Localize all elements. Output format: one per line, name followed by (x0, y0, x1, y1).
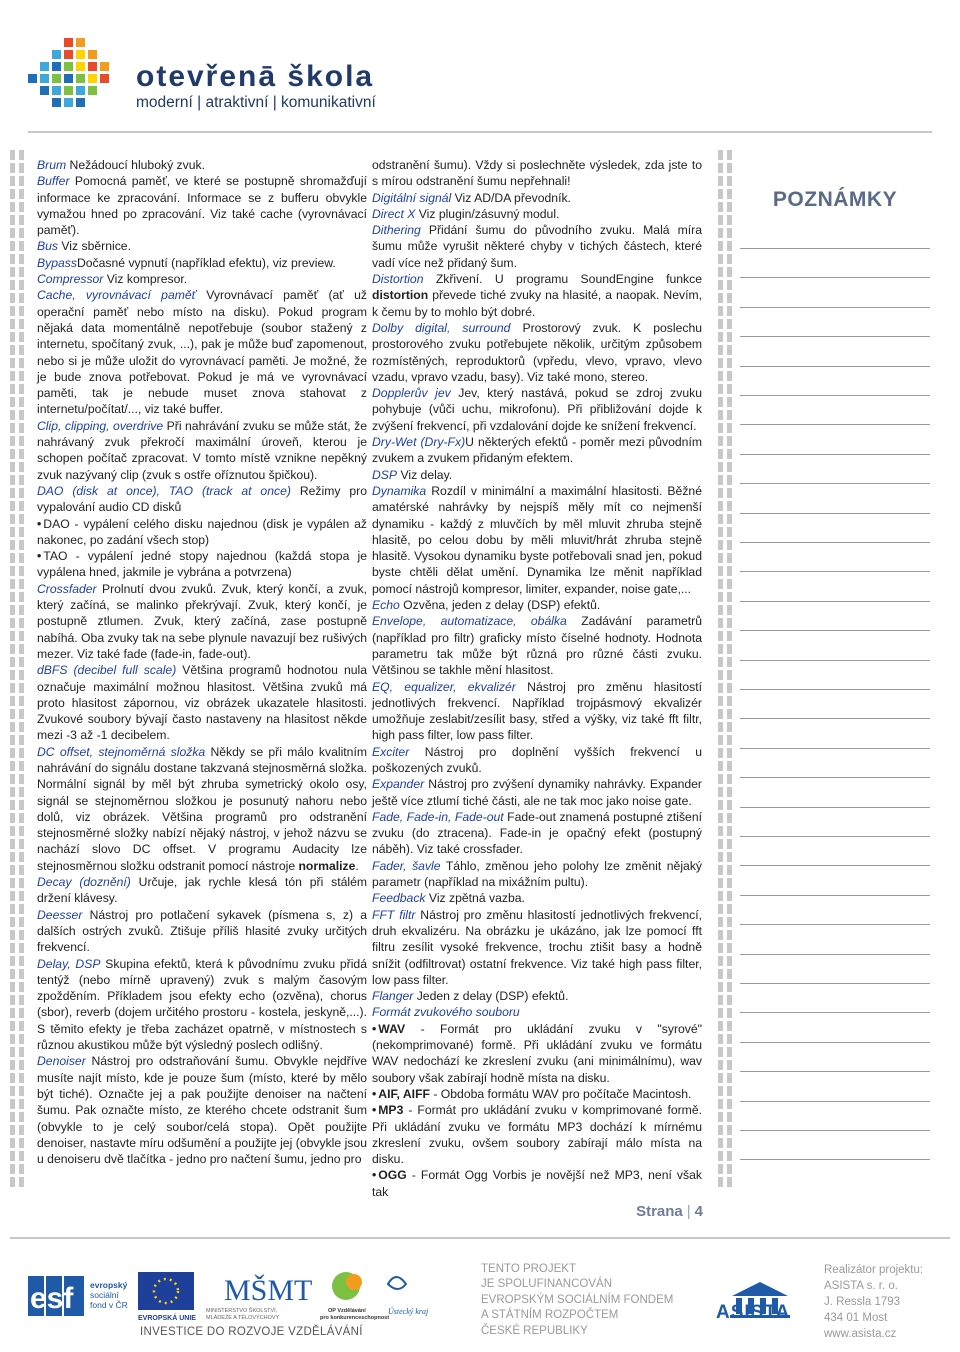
glossary-column-left (37, 157, 367, 1167)
note-line (740, 748, 930, 749)
glossary-definition: Zadávání parametrů (například pro filtr) graficky místo číselné hodnoty. Hodnota parametru tak může být různá pro různé části zvuku. Většinou se takhle mění hlasitost. (372, 614, 702, 678)
glossary-term: Digitální signál (372, 190, 452, 205)
left-margin-band (10, 150, 15, 1190)
glossary-entry (372, 222, 702, 271)
glossary-entry (372, 206, 702, 222)
note-line (740, 424, 930, 425)
glossary-definition: TAO - vypálení jedné stopy najednou (každá stopa je vypálena hned, jakmile je vybrána a potvrzena) (37, 549, 367, 580)
glossary-entry (37, 581, 367, 662)
format-name: AIF, AIFF (378, 1086, 430, 1101)
glossary-definition: Přidání šumu do původního zvuku. Malá míra šumu může vyrušit některé chyby v tichých částech, které vadí více než přidaný šum. (372, 223, 702, 270)
glossary-definition: - Obdoba formátu WAV pro počítače Macintosh. (429, 1086, 692, 1101)
page-number: Strana | 4 (636, 1203, 703, 1220)
header-divider (28, 131, 932, 133)
note-line (740, 366, 930, 367)
glossary-definition: Nástroj pro změnu hlasitostí jednotlivých frekvencí. Například trojpásmový ekvalizér umožňuje zeslabit/zesílit basy, střed a výšky, viz také fft filtr, high pass filter, low pass filter. (372, 679, 702, 743)
glossary-definition: Skupina efektů, která k původnímu zvuku přidá tentýž (nebo mírně upravený) zvuk s malým časovým zpožděním. Příkladem jsou efekty echo (ozvěna), chorus (sbor), reverb (dojem určitého prostoru - kostela, jeskyně,...). S těmito efekty je třeba zacházet opatrně, v místnostech s různou akustikou může být výsledný poslech odlišný. (37, 956, 367, 1053)
glossary-term: Exciter (372, 744, 410, 759)
note-line (740, 454, 930, 455)
glossary-term: Denoiser (37, 1054, 86, 1069)
format-name: WAV (378, 1021, 406, 1036)
glossary-definition: Ozvěna, jeden z delay (DSP) efektů. (399, 598, 601, 613)
svg-text:esf: esf (30, 1282, 74, 1315)
glossary-definition: - Formát Ogg Vorbis je novější než MP3, není však tak (372, 1168, 702, 1199)
glossary-entry (372, 320, 702, 385)
glossary-term: Formát zvukového souboru (372, 1005, 520, 1020)
glossary-entry (372, 385, 702, 434)
glossary-term: Crossfader (37, 581, 97, 596)
glossary-entry (372, 907, 702, 988)
funding-logos (28, 1262, 429, 1324)
msmt-logo-icon (206, 1274, 312, 1321)
note-line (740, 542, 930, 543)
realizator-line: ASISTA s. r. o. (824, 1280, 898, 1292)
glossary-entry (372, 1004, 702, 1020)
glossary-term: Buffer (37, 174, 70, 189)
glossary-definition: Při nahrávání zvuku se může stát, že nahrávaný zvuk překročí maximální úroveň, kterou je schopen počítač zpracovat. V tomto místě vznikne nepěkný zvuk nazývaný clip (zvuk s ostře oříznutou špičkou). (37, 418, 367, 482)
glossary-entry (372, 190, 702, 206)
glossary-entry (37, 173, 367, 238)
glossary-entry (37, 418, 367, 483)
glossary-term: EQ, equalizer, ekvalizér (372, 679, 516, 694)
svg-text:Ústecký kraj: Ústecký kraj (388, 1307, 429, 1316)
glossary-entry (37, 744, 367, 874)
glossary-term: Bus (37, 239, 59, 254)
glossary-entry (372, 890, 702, 906)
note-line (740, 630, 930, 631)
note-line (740, 513, 930, 514)
glossary-definition-end: . (355, 858, 359, 873)
note-line (740, 807, 930, 808)
glossary-entry (372, 858, 702, 891)
glossary-term: Expander (372, 777, 425, 792)
glossary-entry (372, 679, 702, 744)
glossary-entry (37, 287, 367, 417)
glossary-definition: Někdy se při málo kvalitním nahrávání do signálu dostane takzvaná stejnosměrná složka. Normální signál by měl být zhruba symetrický okolo osy, signál se stejnoměrnou složkou je posunutý nahoru nebo dolů, viz obrázek. Většina programů pro odstranění stejnosměrné složky nabízí nějaký nástroj, v jehož názvu se nachází slovo DC offset. V programu Audacity lze stejnosměrnou složku odstranit pomocí nástroje (37, 744, 367, 873)
glossary-bullet-item (37, 516, 367, 549)
glossary-entry (37, 874, 367, 907)
glossary-term: Bypass (37, 255, 77, 270)
asista-wordmark: ASISTA (716, 1302, 791, 1323)
glossary-term: Compressor (37, 272, 104, 287)
glossary-entry (37, 483, 367, 516)
glossary-entry (372, 776, 702, 809)
glossary-entry (372, 613, 702, 678)
glossary-definition: Zkřivení. U programu SoundEngine funkce (423, 272, 702, 287)
glossary-definition: U některých efektů - poměr mezi původním zvukem a zvukem přidaným efektem. (372, 435, 703, 466)
glossary-term: Delay, DSP (37, 956, 101, 971)
notes-margin-band (718, 150, 723, 1190)
note-line (740, 689, 930, 690)
glossary-entry (372, 809, 702, 858)
glossary-definition: Jev, který nastává, pokud se zdroj zvuku pohybuje (vůči uchu, mikrofonu). Při přibližování dojde k zvýšení frekvencí, při vzdalování dojde ke snížení frekvencí. (372, 386, 702, 433)
note-line (740, 1042, 930, 1043)
format-name: OGG (378, 1168, 407, 1183)
glossary-definition: Pomocná paměť, ve které se postupně shromažďují informace ke zpracování. Informace se z bufferu obvykle vymažou hned po zpracování. Viz také cache (vyrovnávací paměť). (37, 174, 367, 238)
glossary-entry (372, 271, 702, 320)
note-line (740, 277, 930, 278)
note-line (740, 336, 930, 337)
svg-text:MLÁDEŽE A TĚLOVÝCHOVY: MLÁDEŽE A TĚLOVÝCHOVY (206, 1315, 280, 1321)
glossary-term: Direct X (372, 206, 416, 221)
glossary-term: DC offset, stejnoměrná složka (37, 744, 206, 759)
glossary-definition: Viz plugin/zásuvný modul. (415, 206, 560, 221)
realizator-line: www.asista.cz (824, 1328, 897, 1340)
page-number-value: 4 (694, 1203, 703, 1220)
glossary-entry (37, 1053, 367, 1167)
glossary-entry (37, 255, 367, 271)
glossary-entry (372, 597, 702, 613)
note-line (740, 601, 930, 602)
glossary-term: dBFS (decibel full scale) (37, 663, 177, 678)
glossary-term: Dithering (372, 223, 421, 238)
glossary-definition-end: převede tiché zvuky na hlasité, a naopak. Nevím, k čemu by to mohlo být dobré. (372, 288, 702, 319)
esf-logo-icon (28, 1276, 128, 1316)
glossary-definition: Vyrovnávací paměť (ať už operační paměť nebo místo na disku). Pokud program nějaká data momentálně nepotřebuje (soubor stažený z internetu, spočítaný zvuk, ...), pak je může buď zapomenout, nebo si je může uložit do vyrovnávací paměti. Je možné, že je bude znova potřebovat. Pokud je má ve vyrovnávací paměti, tak je nebude muset znova stahovat z internetu/počítat/..., viz také buffer. (37, 288, 367, 417)
glossary-entry (37, 956, 367, 1054)
otevrena-skola-logo (28, 36, 428, 116)
footer-divider (10, 1237, 950, 1239)
glossary-entry (37, 271, 367, 287)
glossary-term: Brum (37, 158, 67, 172)
glossary-definition: Většina programů hodnotou nula označuje maximální možnou hlasitost. Většina zvuků má proto hlasitost zápornou, viz obrázek ukazatele hlasitosti. Zvukové soubory bývají často nastaveny na hlasitost někde mezi -3 až -1 decibelem. (37, 663, 367, 743)
note-line (740, 954, 930, 955)
glossary-term: Envelope, automatizace, obálka (372, 614, 567, 629)
glossary-term: Echo (372, 598, 400, 613)
project-line: ČESKÉ REPUBLIKY (481, 1324, 588, 1337)
glossary-entry (37, 238, 367, 254)
glossary-definition: Viz sběrnice. (58, 239, 131, 254)
project-funding-text (481, 1262, 673, 1339)
glossary-definition: Nástroj pro změnu hlasitostí jednotlivých frekvencí, druh ekvalizéru. Na obrázku je ukázáno, jak lze pomocí fft filtru zesílit vysoké frekvence, trochu ztišit basy a hodně snížit (odfiltrovat) ostatní frekvence. Viz také high pass filter, low pass filter. (372, 907, 702, 987)
glossary-column-right (372, 157, 702, 1200)
op-vk-logo-icon (320, 1272, 389, 1321)
glossary-definition: Nástroj pro potlačení sykavek (písmena s, z) a dalších ostrých zvuků. Ztišuje příliš hlasité zvuky určitých frekvencí. (37, 907, 367, 955)
glossary-term: Clip, clipping, overdrive (37, 418, 164, 433)
glossary-definition: Fade-out znamená postupné ztišení zvuku (do ztracena). Fade-in je opačný efekt (postupný náběh). Viz také crossfader. (372, 809, 702, 857)
glossary-entry (372, 157, 702, 190)
glossary-definition: Dočasné vypnutí (například efektu), viz preview. (76, 255, 336, 270)
glossary-bullet-item (372, 1021, 702, 1086)
svg-text:pro konkurenceschopnost: pro konkurenceschopnost (320, 1315, 390, 1321)
glossary-definition: Určuje, jak rychle klesá tón při stálém držení klávesy. (37, 875, 367, 906)
glossary-definition: Rozdíl v minimální a maximální hlasitosti. Běžné amatérské nahrávky by nejspíš měly mít co nejmenší dynamiku - každý z mluvčích by měl mluvit zhruba stejně hlasitě, po celou dobu by měli mluvit/hrát zhruba stejně hlasitě. Vysokou dynamiku byste potřebovali snad jen, pokud byste chtěli dělat umění. Dynamika lze měnit například pomocí nástrojů kompresor, limiter, expander, noise gate,... (372, 483, 702, 596)
glossary-term: Distortion (372, 272, 424, 287)
eu-flag-icon (138, 1272, 196, 1322)
realizator-line: Realizátor projektu: (824, 1264, 924, 1276)
glossary-definition: - Formát pro ukládání zvuku v komprimované formě. Při ukládání zvuku ve formátu MP3 dochází k mírnému zkreslení zvuku, ovšem soubory zabírají málo místa na disku. (372, 1103, 702, 1167)
note-line (740, 483, 930, 484)
glossary-definition: Táhlo, změnou jeho polohy lze změnit nějaký parametr (například na mixážním pultu). (372, 858, 703, 890)
glossary-definition: Viz AD/DA převodník. (451, 190, 571, 205)
svg-text:OP Vzdělávání: OP Vzdělávání (328, 1308, 366, 1314)
note-line (740, 1101, 930, 1102)
note-line (740, 1012, 930, 1013)
glossary-term: Dolby digital, surround (372, 320, 511, 335)
glossary-definition: Nežádoucí hluboký zvuk. (66, 158, 206, 172)
realizator-line: 434 01 Most (824, 1312, 888, 1324)
glossary-entry (372, 988, 702, 1004)
glossary-entry (372, 467, 702, 483)
glossary-keyword: normalize (298, 858, 356, 873)
note-line (740, 1130, 930, 1131)
format-name: MP3 (378, 1103, 404, 1118)
glossary-entry (372, 744, 702, 777)
project-line: EVROPSKÝM SOCIÁLNÍM FONDEM (481, 1293, 674, 1306)
note-line (740, 924, 930, 925)
svg-text:MŠMT: MŠMT (224, 1274, 313, 1307)
realizator-line: J. Ressla 1793 (824, 1296, 901, 1308)
glossary-definition: Prostorový zvuk. K poslechu prostorového zvuku potřebujete několik, určitým způsobem rozmístěných, reproduktorů (vpředu, vlevo, vpravo, vlevo vzadu, vpravo vzadu, basy). Viz také mono, stereo. (372, 320, 703, 384)
glossary-term: Fade, Fade-in, Fade-out (372, 809, 504, 824)
glossary-entry (37, 907, 367, 956)
glossary-definition: Viz zpětná vazba. (425, 891, 525, 906)
glossary-entry (372, 483, 702, 597)
project-line: A STÁTNÍM ROZPOČTEM (481, 1309, 619, 1322)
notes-margin-band (727, 150, 732, 1190)
page-label: Strana (636, 1203, 683, 1220)
glossary-term: DSP (372, 467, 398, 482)
note-line (740, 836, 930, 837)
project-line: TENTO PROJEKT (481, 1263, 576, 1275)
glossary-term: Dynamika (372, 483, 427, 498)
glossary-definition: Nástroj pro odstraňování šumu. Obvykle nejdříve musíte najít místo, kde je pouze šum (místo, které by mělo být tiché). Označte jej a pak použijte denoiser na načtení šumu. Pak označte místo, ze kterého chcete odstranit šum (obvykle to je celý soubor/celá stopa). Opět použijte denoiser, nastavte míru odšumění a použijte jej (obvykle jsou u denoiseru dvě tlačítka - jedno pro načtení šumu, jedno pro (37, 1054, 367, 1167)
note-line (740, 865, 930, 866)
glossary-entry (372, 434, 702, 467)
glossary-keyword: distortion (372, 288, 429, 303)
realizator-text (824, 1262, 923, 1342)
glossary-term: Dopplerův jev (372, 386, 451, 401)
glossary-term: Cache, vyrovnávací paměť (37, 288, 196, 303)
svg-text:fond v ČR: fond v ČR (90, 1300, 128, 1310)
note-line (740, 571, 930, 572)
glossary-entry (37, 662, 367, 743)
note-line (740, 1159, 930, 1160)
note-line (740, 307, 930, 308)
glossary-definition: DAO - vypálení celého disku najednou (disk je vypálen až nakonec, po zadání všech stop) (37, 516, 367, 547)
note-line (740, 983, 930, 984)
glossary-bullet-item (372, 1086, 702, 1102)
svg-text:evropský: evropský (90, 1280, 128, 1290)
left-margin-band (19, 150, 24, 1190)
note-line (740, 1071, 930, 1072)
glossary-definition: - Formát pro ukládání zvuku v "syrové" (nekomprimované) formě. Při ukládání zvuku ve formátu WAV nedochází ke zkreslení zvuku (ani minimálnímu), wav soubory však zabírají hodně místa na disku. (372, 1021, 702, 1085)
notes-title: POZNÁMKY (772, 188, 898, 211)
svg-text:EVROPSKÁ UNIE: EVROPSKÁ UNIE (138, 1315, 196, 1322)
note-line (740, 395, 930, 396)
glossary-bullet-item (372, 1167, 702, 1200)
note-line (740, 718, 930, 719)
glossary-term: FFT filtr (372, 907, 416, 922)
note-line (740, 777, 930, 778)
glossary-definition: Režimy pro vypalování audio CD disků (37, 483, 367, 515)
ustecky-kraj-logo-icon (388, 1277, 429, 1316)
glossary-definition: Viz kompresor. (103, 272, 188, 287)
svg-text:MINISTERSTVO ŠKOLSTVÍ,: MINISTERSTVO ŠKOLSTVÍ, (206, 1308, 278, 1314)
svg-text:sociální: sociální (90, 1290, 119, 1300)
glossary-term: Decay (doznění) (37, 875, 131, 890)
note-line (740, 895, 930, 896)
glossary-term: DAO (disk at once), TAO (track at once) (37, 483, 291, 498)
glossary-definition: Jeden z delay (DSP) efektů. (413, 989, 569, 1004)
glossary-definition: Viz delay. (397, 467, 453, 482)
glossary-term: Fader, šavle (372, 858, 441, 873)
note-line (740, 248, 930, 249)
glossary-definition: Nástroj pro zvýšení dynamiky nahrávky. Expander ještě více ztlumí tiché části, ale ne tak moc jako noise gate. (372, 777, 702, 808)
dots-logo-icon (28, 36, 138, 112)
glossary-term: Deesser (37, 907, 83, 922)
logo-subtitle: moderní | atraktivní | komunikativní (136, 94, 376, 111)
glossary-term: Dry-Wet (Dry-Fx) (372, 435, 466, 450)
project-line: JE SPOLUFINANCOVÁN (481, 1278, 612, 1291)
investice-slogan: INVESTICE DO ROZVOJE VZDĚLÁVÁNÍ (140, 1326, 363, 1338)
glossary-definition: Nástroj pro doplnění vyšších frekvencí u poškozených zvuků. (372, 744, 702, 775)
glossary-term: Flanger (372, 989, 414, 1004)
logo-title: otevřenā škola (136, 60, 375, 93)
glossary-bullet-item (372, 1102, 702, 1167)
glossary-bullet-item (37, 548, 367, 581)
glossary-definition: Prolnutí dvou zvuků. Zvuk, který končí, a zvuk, který začíná, se malinko překrývají. Zvuk, který končí, je postupně ztlumen. Zvuk, který začíná, zase postupně nabíhá. Oba zvuky tak na sebe plynule navazují bez rušivých mezer. Viz také fade (fade-in, fade-out). (37, 581, 367, 661)
glossary-definition: odstranění šumu). Vždy si poslechněte výsledek, zda jste to s mírou odstranění šumu nepřehnali! (372, 158, 702, 189)
note-line (740, 660, 930, 661)
glossary-term: Feedback (372, 891, 426, 906)
glossary-entry (37, 157, 367, 173)
